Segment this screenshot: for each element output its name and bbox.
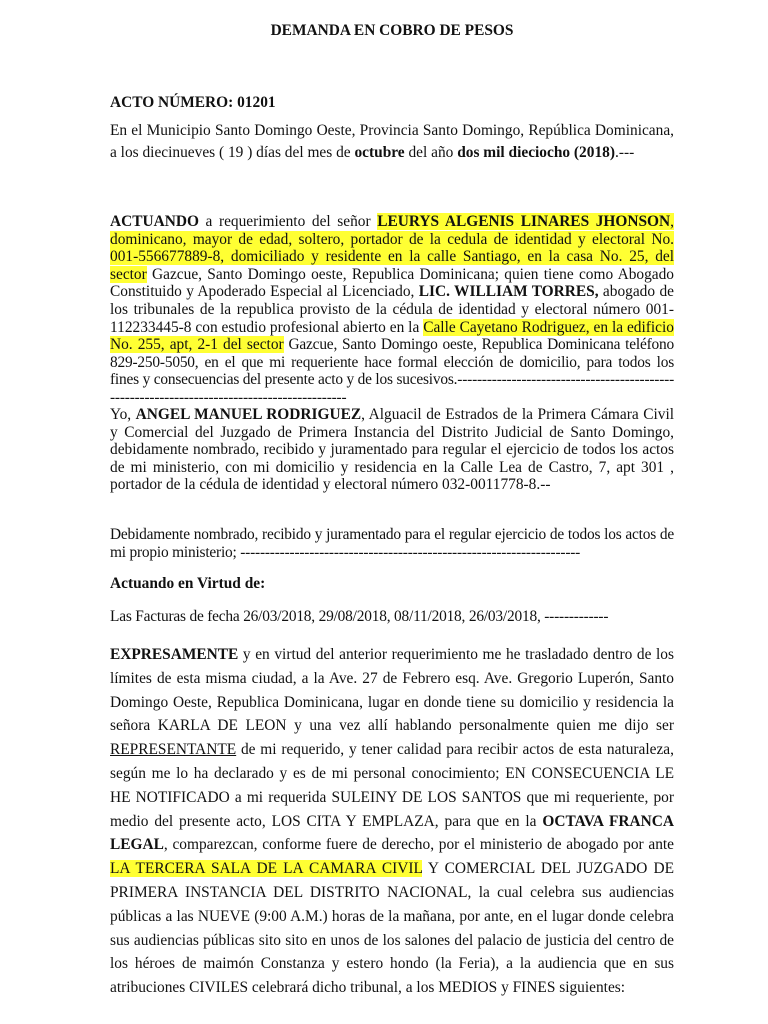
year: dos mil dieciocho (2018) — [457, 143, 615, 161]
actuando-label: ACTUANDO — [110, 213, 199, 230]
month: octubre — [354, 143, 405, 161]
expresamente-label: EXPRESAMENTE — [110, 646, 239, 663]
text: Yo, — [110, 406, 136, 423]
text: y en virtud del anterior requerimiento me he trasladado dentro de los límites de esta misma ciudad, a la Ave. 27 de Febrero esq. Ave. Gregorio Luperón, Santo Domingo Oeste, Republica Dominicana, lugar en donde tiene su domicilio y residencia la señora KARLA DE LEON y una vez allí hablando personalmente quien me dijo ser — [110, 646, 674, 735]
representante-word: REPRESENTANTE — [110, 741, 237, 759]
acto-number: ACTO NÚMERO: 01201 — [110, 94, 276, 111]
document-title: DEMANDA EN COBRO DE PESOS — [270, 22, 514, 39]
lawyer-address: Calle Cayetano Rodriguez, en la edificio No. 255, apt, 2-1 del sector — [110, 318, 674, 354]
text: En el Municipio Santo Domingo Oeste, Provincia Santo Domingo, República Dominicana, a los diecinueves ( 19 ) días del mes de — [110, 122, 674, 161]
paragraph-alguacil — [110, 406, 674, 494]
paragraph-debidamente: Debidamente nombrado, recibido y juramentado para el regular ejercicio de todos los actos de mi propio ministerio; --------------------------------------------------------------------- — [110, 526, 674, 561]
text: abogado de los tribunales de la republica provisto de la cédula de identidad y electoral número 001-112233445-8 con estudio profesional abierto en la — [110, 283, 674, 336]
facturas-line: Las Facturas de fecha 26/03/2018, 29/08/2018, 08/11/2018, 26/03/2018, ------------- — [110, 608, 609, 625]
alguacil-name: ANGEL MANUEL RODRIGUEZ — [135, 406, 362, 423]
paragraph-expresamente — [110, 643, 674, 1000]
text: , Alguacil de Estrados de la Primera Cámara Civil y Comercial del Juzgado de Primera Instancia del Distrito Judicial de Santo Domingo, debidamente nombrado, recibido y juramentado para regular el ejercicio de todos los actos de mi ministerio, con mi domicilio y residencia en la Calle Lea de Castro, 7, apt 301 , portador de la cédula de identidad y electoral número 032-0011778-8.-- — [110, 406, 674, 494]
text: Gazcue, Santo Domingo oeste, Republica Dominicana teléfono 829-250-5050, en el que mi requeriente hace formal elección de domicilio, para todos los fines y consecuencias del presente acto y de los sucesivos.-------------------------------------------------------------------------------------------- — [110, 336, 674, 406]
text: de mi requerido, y tener calidad para recibir actos de esta naturaleza, según me lo ha declarado y es de mi personal conocimiento; EN CONSECUENCIA LE HE NOTIFICADO a mi requerida SULEINY DE LOS SANTOS que mi requeriente, por medio del presente acto, LOS CITA Y EMPLAZA, para que en la — [110, 741, 674, 830]
text: Y COMERCIAL DEL JUZGADO DE PRIMERA INSTANCIA DEL DISTRITO NACIONAL, la cual celebra sus audiencias públicas a las NUEVE (9:00 A.M.) horas de la mañana, por ante, en el lugar donde celebra sus audiencias públicas sito sito en unos de los salones del palacio de justicia del centro de los héroes de maimón Constanza y estero hondo (la Feria), a la audiencia que en sus atribuciones CIVILES celebrará dicho tribunal, a los MEDIOS y FINES siguientes: — [110, 860, 674, 997]
text: del año — [404, 143, 458, 161]
lawyer-name: LIC. WILLIAM TORRES, — [418, 283, 599, 301]
requeriente-details: , dominicano, mayor de edad, soltero, portador de la cedula de identidad y electoral No. 001-556677889-8, domiciliado y residente en la calle Santiago, en la casa No. 25, del sector — [110, 213, 674, 283]
text: .--- — [614, 143, 635, 161]
text: a requerimiento del señor — [198, 213, 378, 230]
paragraph-actuando — [110, 213, 674, 407]
requeriente-name: LEURYS ALGENIS LINARES JHONSON — [377, 213, 671, 230]
text: Gazcue, Santo Domingo oeste, Republica Dominicana; quien tiene como Abogado Constituido y Apoderado Especial al Licenciado, — [110, 265, 674, 301]
tribunal-highlight: LA TERCERA SALA DE LA CAMARA CIVIL — [110, 860, 423, 878]
octava-franca-legal: OCTAVA FRANCA LEGAL — [110, 812, 674, 854]
paragraph-location-date — [110, 120, 674, 163]
actuando-virtud-heading: Actuando en Virtud de: — [110, 575, 266, 592]
text: , comparezcan, conforme fuere de derecho, por el ministerio de abogado por ante — [163, 836, 674, 854]
